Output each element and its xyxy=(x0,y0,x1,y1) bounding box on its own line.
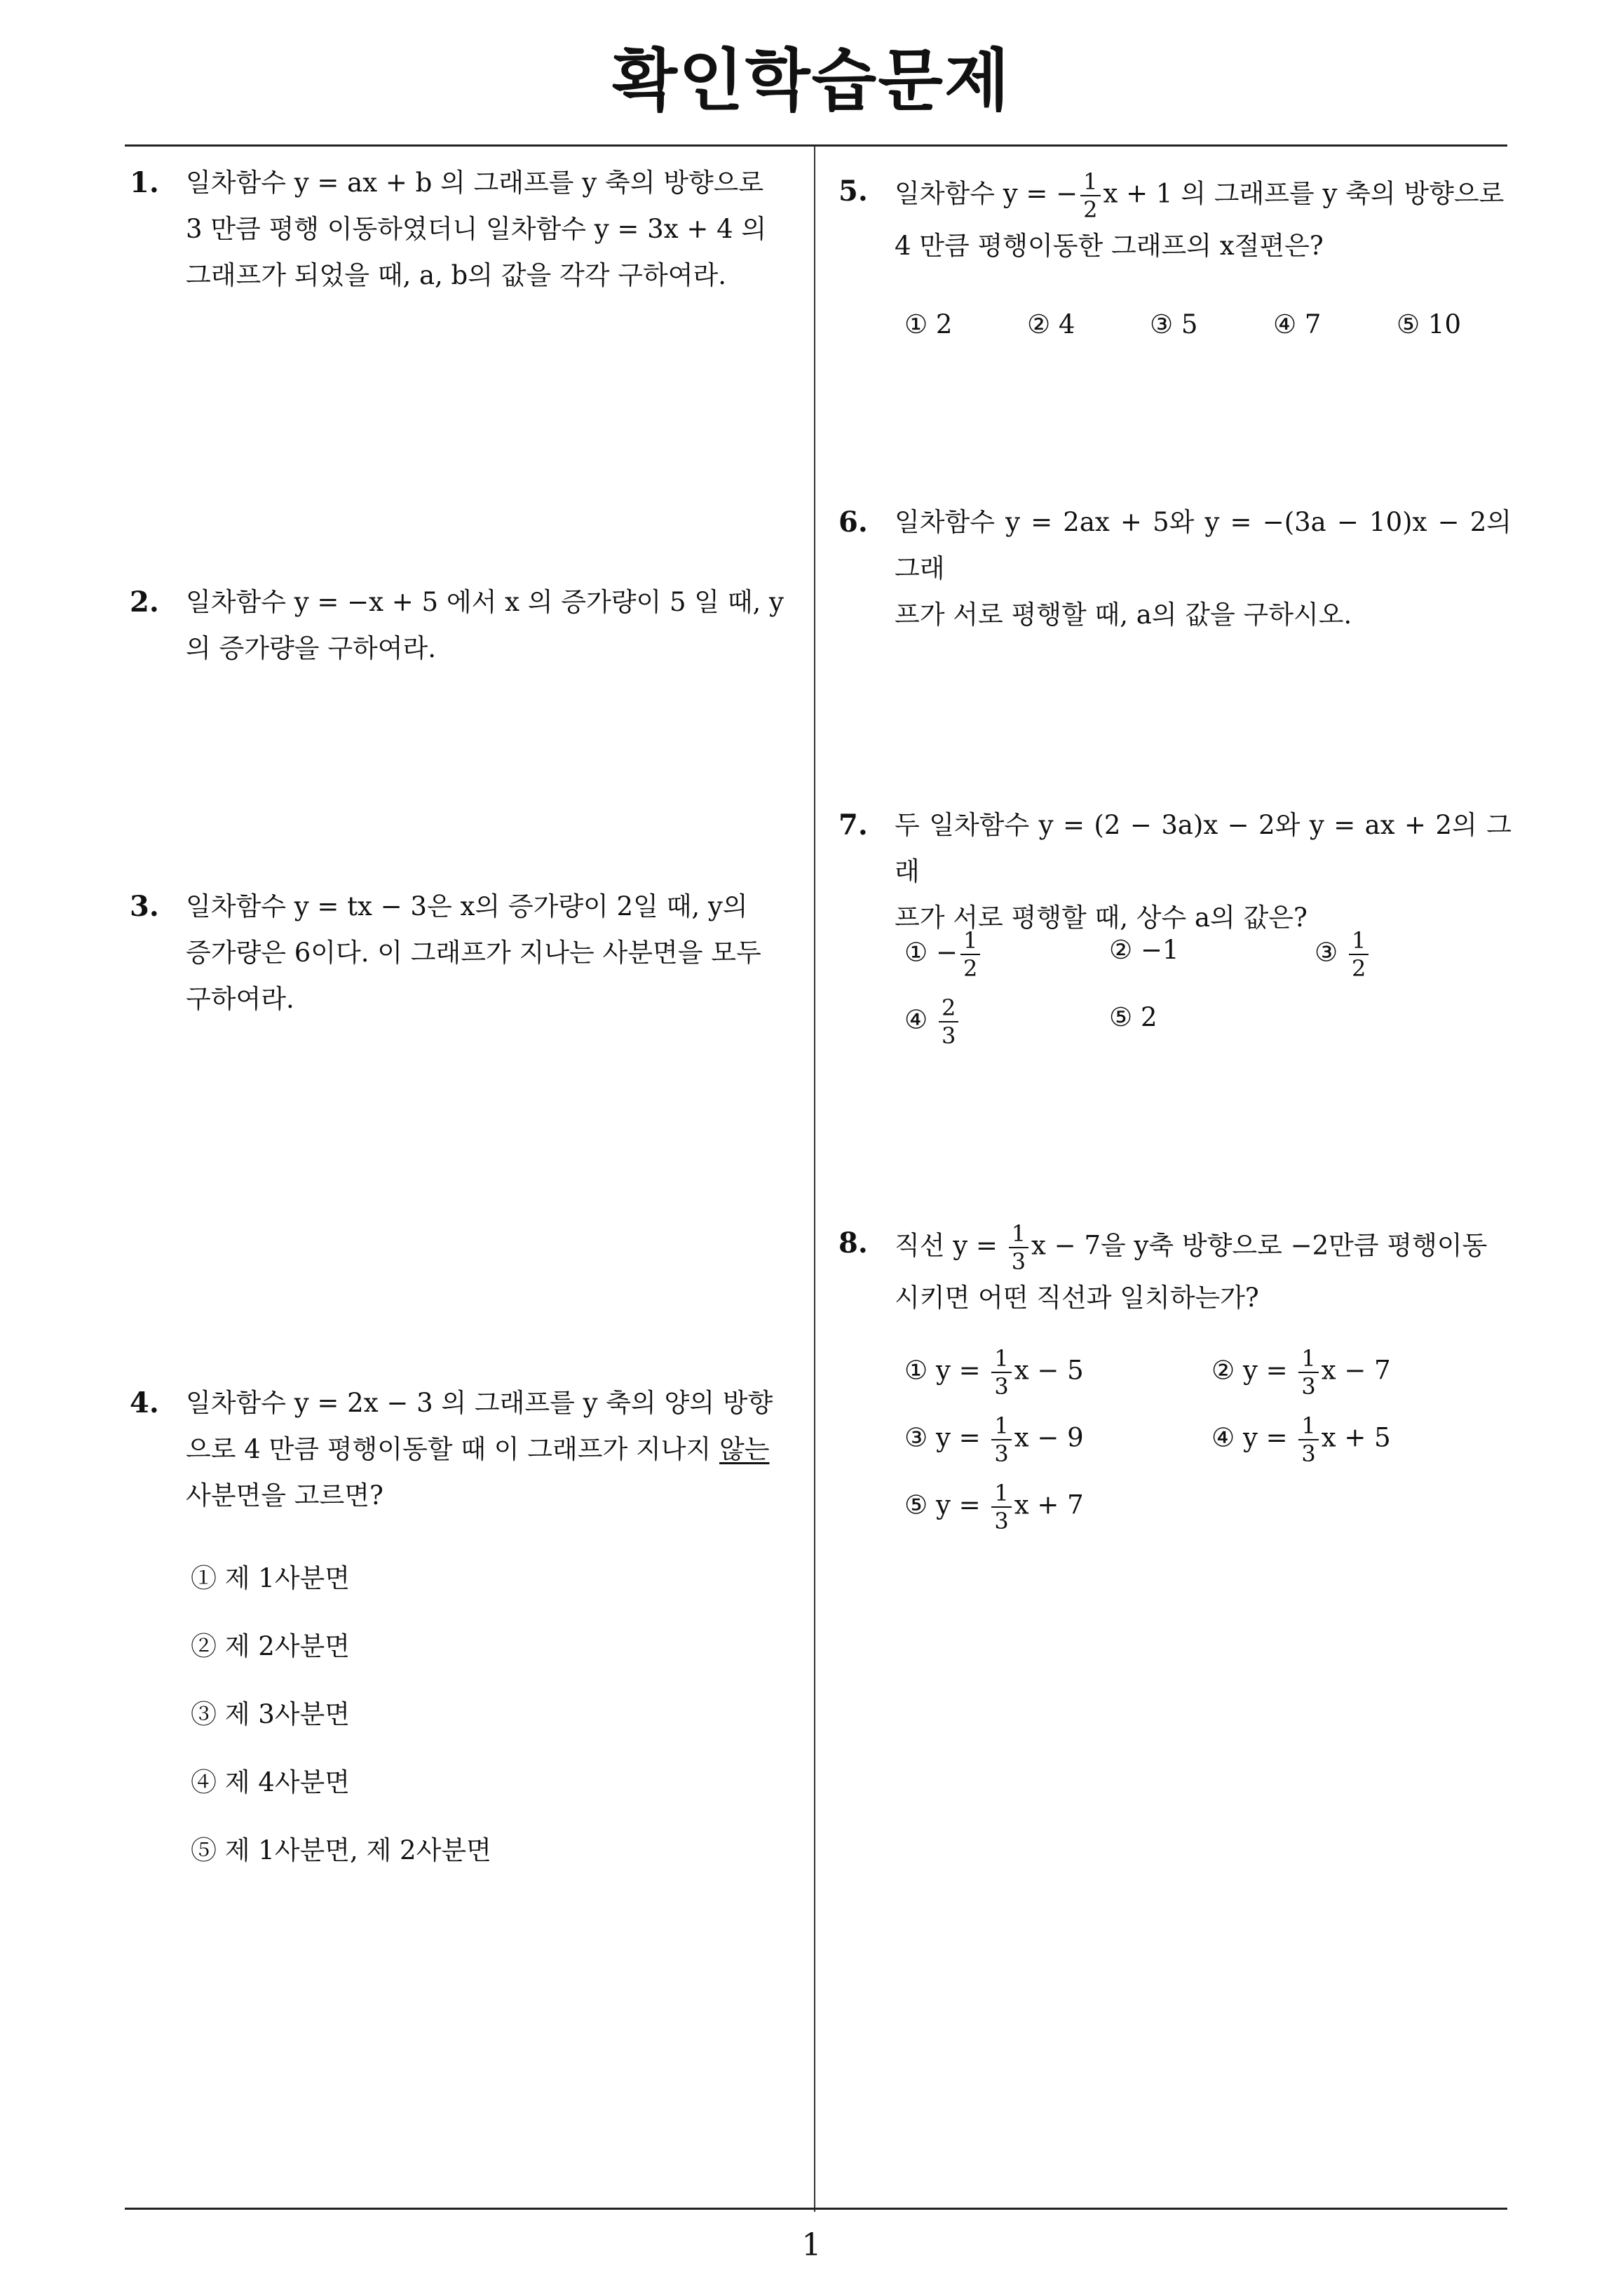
problem-line: 일차함수 y = 2ax + 5와 y = −(3a − 10)x − 2의 그래 xyxy=(895,507,1512,583)
problem-line: 4 만큼 평행이동한 그래프의 x절편은? xyxy=(895,231,1324,261)
problem-line: 의 증가량을 구하여라. xyxy=(186,633,436,663)
choice-4[interactable]: ④ 7 xyxy=(1273,309,1322,339)
problem-text xyxy=(895,499,1512,638)
choice-3[interactable]: ③ y = $\frac{1}{3}$ x − 9 xyxy=(904,1412,1084,1467)
choices-8 xyxy=(904,1345,1507,1555)
choices-5 xyxy=(904,302,1507,351)
problem-text xyxy=(895,802,1512,941)
problem-line: 구하여라. xyxy=(186,984,294,1014)
problem-text xyxy=(895,1220,1512,1321)
choice-5[interactable]: ⑤ 10 xyxy=(1397,309,1462,339)
problem-line: 일차함수 y = −x + 5 에서 x 의 증가량이 5 일 때, y xyxy=(186,587,784,617)
problem-text xyxy=(895,168,1512,269)
problem-text xyxy=(186,160,803,299)
problem-line: 으로 4 만큼 평행이동할 때 이 그래프가 지나지 않는 xyxy=(186,1434,770,1464)
fraction: $\frac{1}{2}$ xyxy=(960,927,980,982)
choice-2[interactable]: ② 4 xyxy=(1027,309,1075,339)
problem-text xyxy=(186,1380,803,1519)
problem-line: 증가량은 6이다. 이 그래프가 지나는 사분면을 모두 xyxy=(186,938,761,968)
choice-2[interactable]: ② 제 2사분면 xyxy=(191,1631,351,1661)
fraction: $\frac{1}{2}$ xyxy=(1349,927,1369,982)
choice-5[interactable]: ⑤ 2 xyxy=(1109,1002,1157,1032)
problem-line: 일차함수 y = 2x − 3 의 그래프를 y 축의 양의 방향 xyxy=(186,1388,773,1418)
choices-4 xyxy=(191,1555,752,1892)
choice-4[interactable]: ④ 제 4사분면 xyxy=(191,1767,351,1797)
fraction: $\frac{1}{3}$ xyxy=(1298,1412,1318,1467)
choice-2[interactable]: ② −1 xyxy=(1109,935,1179,965)
top-rule xyxy=(125,144,1507,147)
choice-3[interactable]: ③ $\frac{1}{2}$ xyxy=(1315,927,1371,982)
problem-number: 6. xyxy=(838,506,868,539)
bottom-rule xyxy=(125,2208,1507,2210)
choices-7 xyxy=(904,927,1507,1067)
problem-number: 4. xyxy=(130,1386,159,1419)
fraction: $\frac{1}{2}$ xyxy=(1080,168,1100,223)
underlined-word: 않는 xyxy=(719,1434,770,1464)
problem-number: 2. xyxy=(130,586,159,619)
problem-line: 시키면 어떤 직선과 일치하는가? xyxy=(895,1283,1259,1313)
fraction: $\frac{1}{3}$ xyxy=(991,1345,1011,1400)
problem-line: 그래프가 되었을 때, a, b의 값을 각각 구하여라. xyxy=(186,260,726,290)
problem-line: 프가 서로 평행할 때, a의 값을 구하시오. xyxy=(895,600,1352,630)
problem-line: 3 만큼 평행 이동하였더니 일차함수 y = 3x + 4 의 xyxy=(186,214,767,244)
problem-line: 사분면을 고르면? xyxy=(186,1480,383,1511)
problem-text xyxy=(186,884,803,1022)
choice-1[interactable]: ① 제 1사분면 xyxy=(191,1563,351,1593)
choice-1[interactable]: ① 2 xyxy=(904,309,953,339)
fraction: $\frac{1}{3}$ xyxy=(1009,1220,1028,1275)
problem-line: 두 일차함수 y = (2 − 3a)x − 2와 y = ax + 2의 그래 xyxy=(895,810,1512,886)
choice-4[interactable]: ④ $\frac{2}{3}$ xyxy=(904,994,961,1049)
fraction: $\frac{2}{3}$ xyxy=(939,994,958,1049)
column-divider xyxy=(814,147,815,2212)
choice-5[interactable]: ⑤ 제 1사분면, 제 2사분면 xyxy=(191,1835,491,1865)
problem-line: 일차함수 y = ax + b 의 그래프를 y 축의 방향으로 xyxy=(186,168,764,198)
problem-line: 프가 서로 평행할 때, 상수 a의 값은? xyxy=(895,903,1308,933)
choice-5[interactable]: ⑤ y = $\frac{1}{3}$ x + 7 xyxy=(904,1480,1084,1534)
problem-number: 8. xyxy=(838,1227,868,1260)
choice-3[interactable]: ③ 제 3사분면 xyxy=(191,1699,351,1729)
problem-number: 3. xyxy=(130,890,159,923)
problem-text xyxy=(186,579,803,672)
problem-number: 5. xyxy=(838,175,868,208)
choice-3[interactable]: ③ 5 xyxy=(1150,309,1198,339)
choice-1[interactable]: ① − $\frac{1}{2}$ xyxy=(904,927,983,982)
problem-line: 일차함수 y = tx − 3은 x의 증가량이 2일 때, y의 xyxy=(186,891,748,921)
problem-line: 직선 y = $\frac{1}{3}$ x − 7을 y축 방향으로 −2만큼 평행이동 xyxy=(895,1220,1488,1275)
problem-number: 1. xyxy=(130,166,159,199)
problem-number: 7. xyxy=(838,809,868,842)
page-number: 1 xyxy=(801,2227,822,2263)
choice-1[interactable]: ① y = $\frac{1}{3}$ x − 5 xyxy=(904,1345,1084,1400)
choice-2[interactable]: ② y = $\frac{1}{3}$ x − 7 xyxy=(1211,1345,1391,1400)
fraction: $\frac{1}{3}$ xyxy=(991,1480,1011,1534)
fraction: $\frac{1}{3}$ xyxy=(1298,1345,1318,1400)
fraction: $\frac{1}{3}$ xyxy=(991,1412,1011,1467)
page-title: 확인학습문제 xyxy=(612,41,1011,120)
choice-4[interactable]: ④ y = $\frac{1}{3}$ x + 5 xyxy=(1211,1412,1391,1467)
problem-line: 일차함수 y = − $\frac{1}{2}$ x + 1 의 그래프를 y 축의 방향으로 xyxy=(895,168,1505,223)
